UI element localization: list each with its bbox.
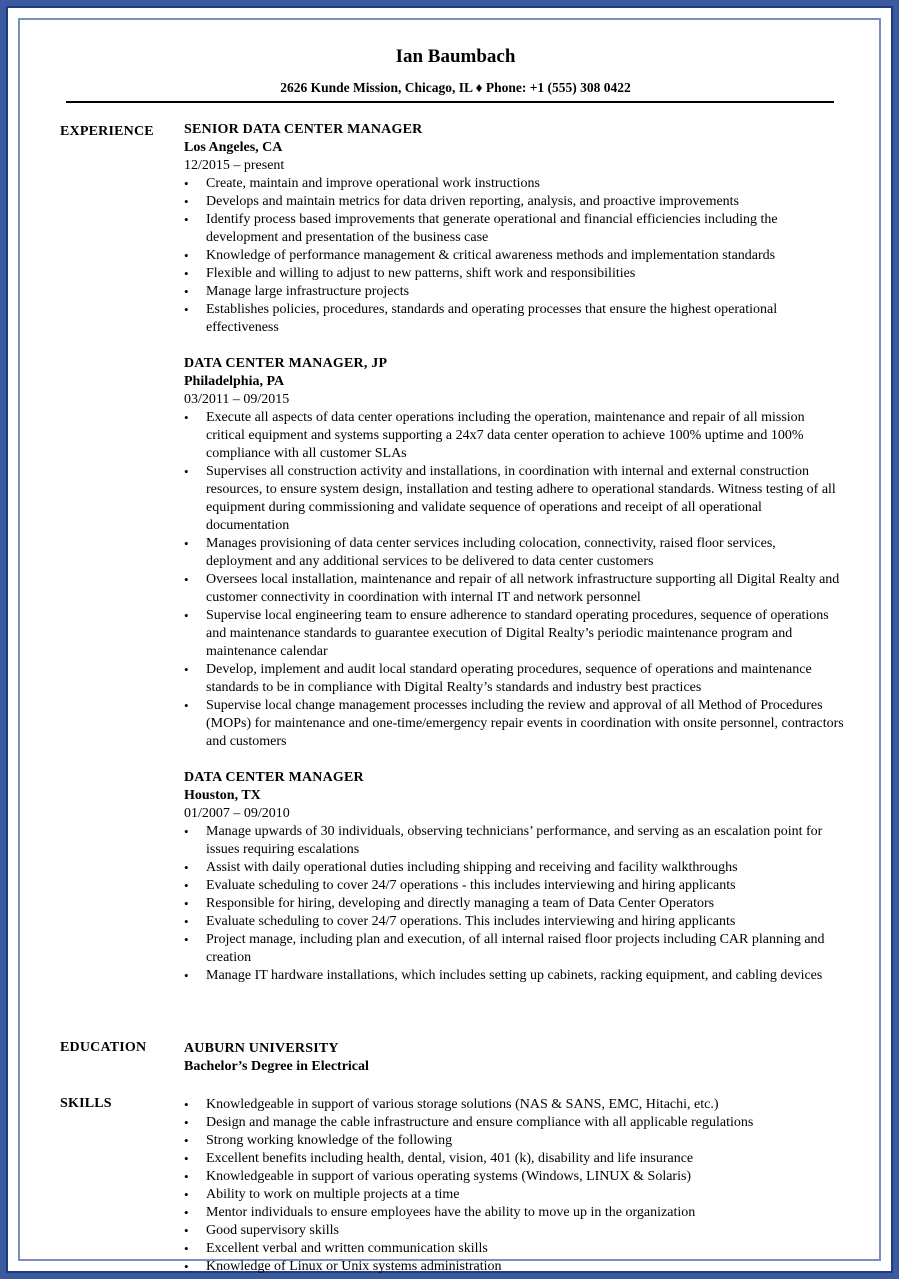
school-name: AUBURN UNIVERSITY bbox=[184, 1041, 339, 1056]
job-title: SENIOR DATA CENTER MANAGER bbox=[184, 122, 423, 137]
page-frame-inner bbox=[18, 18, 881, 1274]
list-item: • Supervises all construction activity and installations, in coordination with internal and external construction resources, to ensure system design, installation and testing adhere to operational standards. Witness testing of all equipment during commissioning and validate sequence of operations and receipt of all operational documentation bbox=[184, 463, 844, 535]
job-bullets bbox=[184, 175, 844, 337]
candidate-name: Ian Baumbach bbox=[395, 46, 516, 67]
job-title: DATA CENTER MANAGER, JP bbox=[184, 356, 388, 371]
job-bullets bbox=[184, 823, 844, 985]
job-location: Los Angeles, CA bbox=[184, 140, 283, 155]
list-item: • Mentor individuals to ensure employees have the ability to move up in the organization bbox=[184, 1204, 844, 1222]
header-divider bbox=[66, 101, 834, 103]
job-entry bbox=[184, 121, 844, 337]
list-item: • Evaluate scheduling to cover 24/7 operations. This includes interviewing and hiring applicants bbox=[184, 913, 844, 931]
job-dates: 12/2015 – present bbox=[184, 158, 285, 173]
skills-list bbox=[184, 1096, 844, 1276]
list-item: • Supervise local change management processes including the review and approval of all Method of Procedures (MOPs) for maintenance and one-time/emergency repair events in coordination with onsite personnel, contractors and customers bbox=[184, 697, 844, 751]
list-item: • Knowledgeable in support of various operating systems (Windows, LINUX & Solaris) bbox=[184, 1168, 844, 1186]
list-item: • Identify process based improvements that generate operational and financial efficiencies including the development and presentation of the business case bbox=[184, 211, 844, 247]
list-item: • Good supervisory skills bbox=[184, 1222, 844, 1240]
list-item: • Develop, implement and audit local standard operating procedures, sequence of operations and maintenance standards to be in compliance with Digital Realty’s standards and industry best practices bbox=[184, 661, 844, 697]
list-item: • Project manage, including plan and execution, of all internal raised floor projects including CAR planning and creation bbox=[184, 931, 844, 967]
section-label-education: EDUCATION bbox=[60, 1040, 147, 1055]
list-item: • Flexible and willing to adjust to new patterns, shift work and responsibilities bbox=[184, 265, 844, 283]
list-item: • Manage upwards of 30 individuals, observing technicians’ performance, and serving as an escalation point for issues requiring escalations bbox=[184, 823, 844, 859]
list-item: • Supervise local engineering team to ensure adherence to standard operating procedures, sequence of operations and maintenance standards to guarantee execution of Digital Realty’s periodic maintenance program and maintenance calendar bbox=[184, 607, 844, 661]
list-item: • Assist with daily operational duties including shipping and receiving and facility walkthroughs bbox=[184, 859, 844, 877]
list-item: • Strong working knowledge of the following bbox=[184, 1132, 844, 1150]
list-item: • Manage large infrastructure projects bbox=[184, 283, 844, 301]
list-item: • Evaluate scheduling to cover 24/7 operations - this includes interviewing and hiring applicants bbox=[184, 877, 844, 895]
section-label-skills: SKILLS bbox=[60, 1096, 112, 1111]
list-item: • Responsible for hiring, developing and directly managing a team of Data Center Operators bbox=[184, 895, 844, 913]
experience-column bbox=[184, 121, 844, 985]
list-item: • Excellent verbal and written communication skills bbox=[184, 1240, 844, 1258]
job-entry bbox=[184, 355, 844, 751]
job-entry bbox=[184, 769, 844, 985]
list-item: • Knowledgeable in support of various storage solutions (NAS & SANS, EMC, Hitachi, etc.) bbox=[184, 1096, 844, 1114]
list-item: • Manages provisioning of data center services including colocation, connectivity, raised floor services, deployment and any additional services to be delivered to data center customers bbox=[184, 535, 844, 571]
degree: Bachelor’s Degree in Electrical bbox=[184, 1059, 369, 1074]
list-item: • Develops and maintain metrics for data driven reporting, analysis, and proactive improvements bbox=[184, 193, 844, 211]
job-dates: 01/2007 – 09/2010 bbox=[184, 806, 290, 821]
resume-page bbox=[20, 20, 891, 1274]
skills-column bbox=[184, 1096, 844, 1276]
job-location: Philadelphia, PA bbox=[184, 374, 285, 389]
list-item: • Execute all aspects of data center operations including the operation, maintenance and repair of all mission critical equipment and systems supporting a 24x7 data center operation to achieve 100% uptime and 100% compliance with all customer SLAs bbox=[184, 409, 844, 463]
list-item: • Create, maintain and improve operational work instructions bbox=[184, 175, 844, 193]
contact-line: 2626 Kunde Mission, Chicago, IL ♦ Phone: +1 (555) 308 0422 bbox=[280, 80, 631, 95]
job-dates: 03/2011 – 09/2015 bbox=[184, 392, 290, 407]
job-title: DATA CENTER MANAGER bbox=[184, 770, 364, 785]
list-item: • Knowledge of Linux or Unix systems administration bbox=[184, 1258, 844, 1276]
page-frame bbox=[6, 6, 893, 1273]
job-bullets bbox=[184, 409, 844, 751]
job-location: Houston, TX bbox=[184, 788, 261, 803]
list-item: • Excellent benefits including health, dental, vision, 401 (k), disability and life insurance bbox=[184, 1150, 844, 1168]
list-item: • Ability to work on multiple projects at a time bbox=[184, 1186, 844, 1204]
list-item: • Design and manage the cable infrastructure and ensure compliance with all applicable regulations bbox=[184, 1114, 844, 1132]
list-item: • Knowledge of performance management & critical awareness methods and implementation standards bbox=[184, 247, 844, 265]
list-item: • Establishes policies, procedures, standards and operating processes that ensure the highest operational effectiveness bbox=[184, 301, 844, 337]
list-item: • Manage IT hardware installations, which includes setting up cabinets, racking equipment, and cabling devices bbox=[184, 967, 844, 985]
section-label-experience: EXPERIENCE bbox=[60, 124, 154, 139]
education-column bbox=[184, 1040, 844, 1076]
list-item: • Oversees local installation, maintenance and repair of all network infrastructure supporting all Digital Realty and customer connectivity in coordination with internal IT and network personnel bbox=[184, 571, 844, 607]
